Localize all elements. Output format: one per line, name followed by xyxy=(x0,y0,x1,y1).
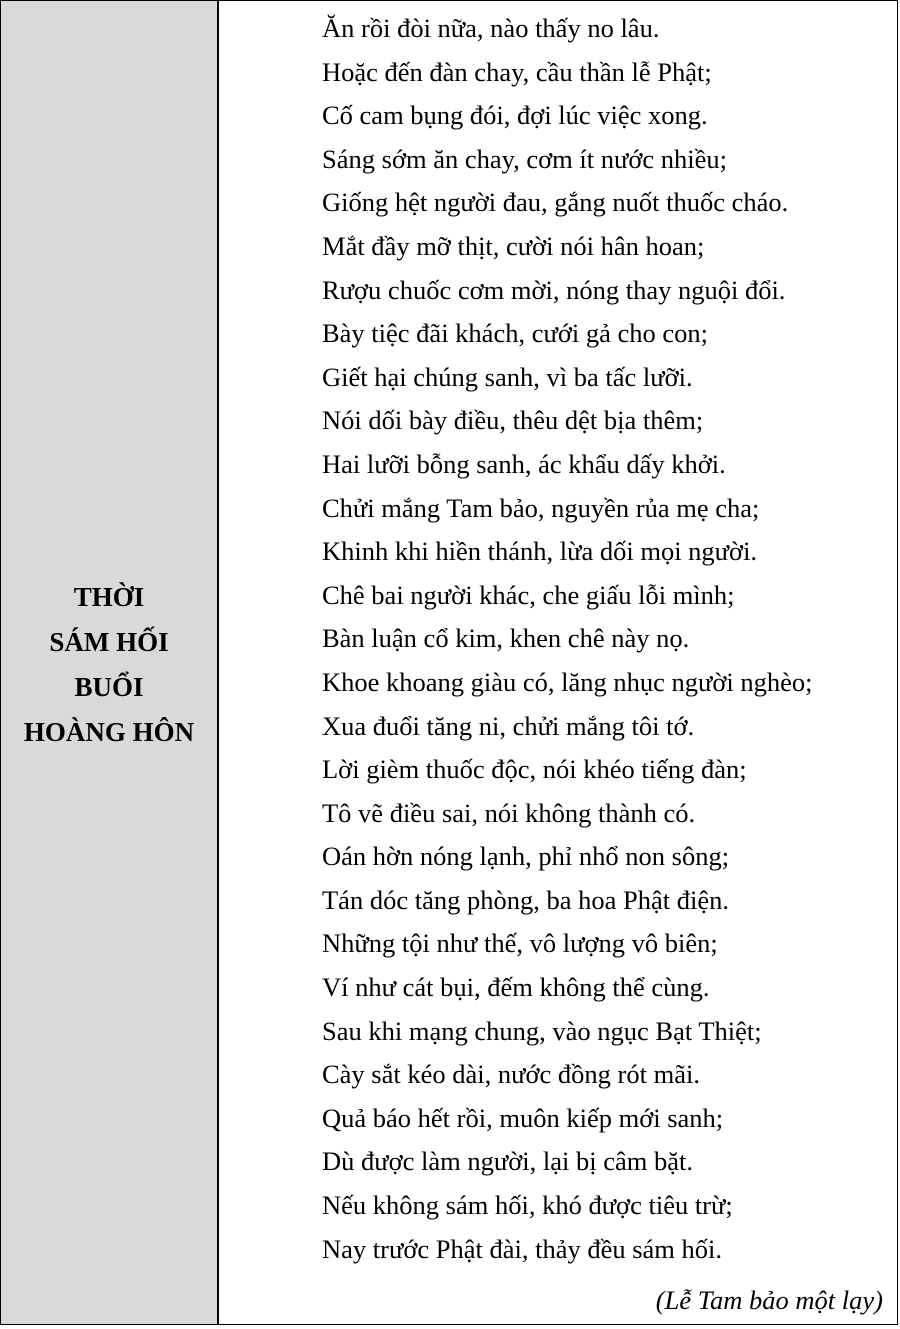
verse-line: Khoe khoang giàu có, lăng nhục người nghèo; xyxy=(322,666,813,697)
section-title-line: SÁM HỐI xyxy=(49,626,169,657)
verse-line: Xua đuổi tăng ni, chửi mắng tôi tớ. xyxy=(322,710,695,741)
verse-line: Ví như cát bụi, đếm không thể cùng. xyxy=(322,972,710,1003)
verse-line: Oán hờn nóng lạnh, phỉ nhổ non sông; xyxy=(322,841,730,872)
verse-line: Sáng sớm ăn chay, cơm ít nước nhiều; xyxy=(322,143,727,174)
verse-line: Tô vẽ điều sai, nói không thành có. xyxy=(322,797,696,828)
verse-line: Cố cam bụng đói, đợi lúc việc xong. xyxy=(322,100,708,131)
verse-line: Hai lưỡi bỗng sanh, ác khẩu dấy khởi. xyxy=(322,448,726,479)
verse-line: Khinh khi hiền thánh, lừa dối mọi người. xyxy=(322,536,758,567)
section-title-line: THỜI xyxy=(73,581,145,612)
section-title-line: HOÀNG HÔN xyxy=(23,716,195,747)
verse-line: Chửi mắng Tam bảo, nguyền rủa mẹ cha; xyxy=(322,492,760,523)
section-title xyxy=(24,575,194,755)
verse-line: Cày sắt kéo dài, nước đồng rót mãi. xyxy=(322,1059,700,1090)
verse-line: Giết hại chúng sanh, vì ba tấc lưỡi. xyxy=(322,361,693,392)
verse-line: Nói dối bày điều, thêu dệt bịa thêm; xyxy=(322,405,704,436)
verse-line: Tán dóc tăng phòng, ba hoa Phật điện. xyxy=(322,884,729,915)
verse-line: Chê bai người khác, che giấu lỗi mình; xyxy=(322,579,735,610)
verse-line: Lời gièm thuốc độc, nói khéo tiếng đàn; xyxy=(322,754,747,785)
verse-line: Giống hệt người đau, gắng nuốt thuốc cháo. xyxy=(322,187,789,218)
section-title-cell xyxy=(1,1,219,1324)
verse-line: Quả báo hết rồi, muôn kiếp mới sanh; xyxy=(322,1102,724,1133)
verse-line: Những tội như thế, vô lượng vô biên; xyxy=(322,928,718,959)
verse-line: Nếu không sám hối, khó được tiêu trừ; xyxy=(322,1190,733,1221)
verse-line: Hoặc đến đàn chay, cầu thần lễ Phật; xyxy=(322,56,712,87)
verse-line: Bày tiệc đãi khách, cưới gả cho con; xyxy=(322,318,708,349)
verse-line: Ăn rồi đòi nữa, nào thấy no lâu. xyxy=(322,13,660,43)
verse-line: Bàn luận cổ kim, khen chê này nọ. xyxy=(322,623,690,654)
verse-line: Sau khi mạng chung, vào ngục Bạt Thiệt; xyxy=(322,1015,762,1046)
verse-line: Dù được làm người, lại bị câm bặt. xyxy=(322,1146,693,1177)
verse-line: Nay trước Phật đài, thảy đều sám hối. xyxy=(322,1233,723,1264)
closing-note: (Lễ Tam bảo một lạy) xyxy=(655,1285,883,1315)
verse-list xyxy=(322,7,813,1271)
verse-line: Rượu chuốc cơm mời, nóng thay nguội đổi. xyxy=(322,274,786,305)
section-title-line: BUỔI xyxy=(74,671,144,702)
verse-cell xyxy=(219,1,897,1324)
verse-line: Mắt đầy mỡ thịt, cười nói hân hoan; xyxy=(322,230,705,261)
